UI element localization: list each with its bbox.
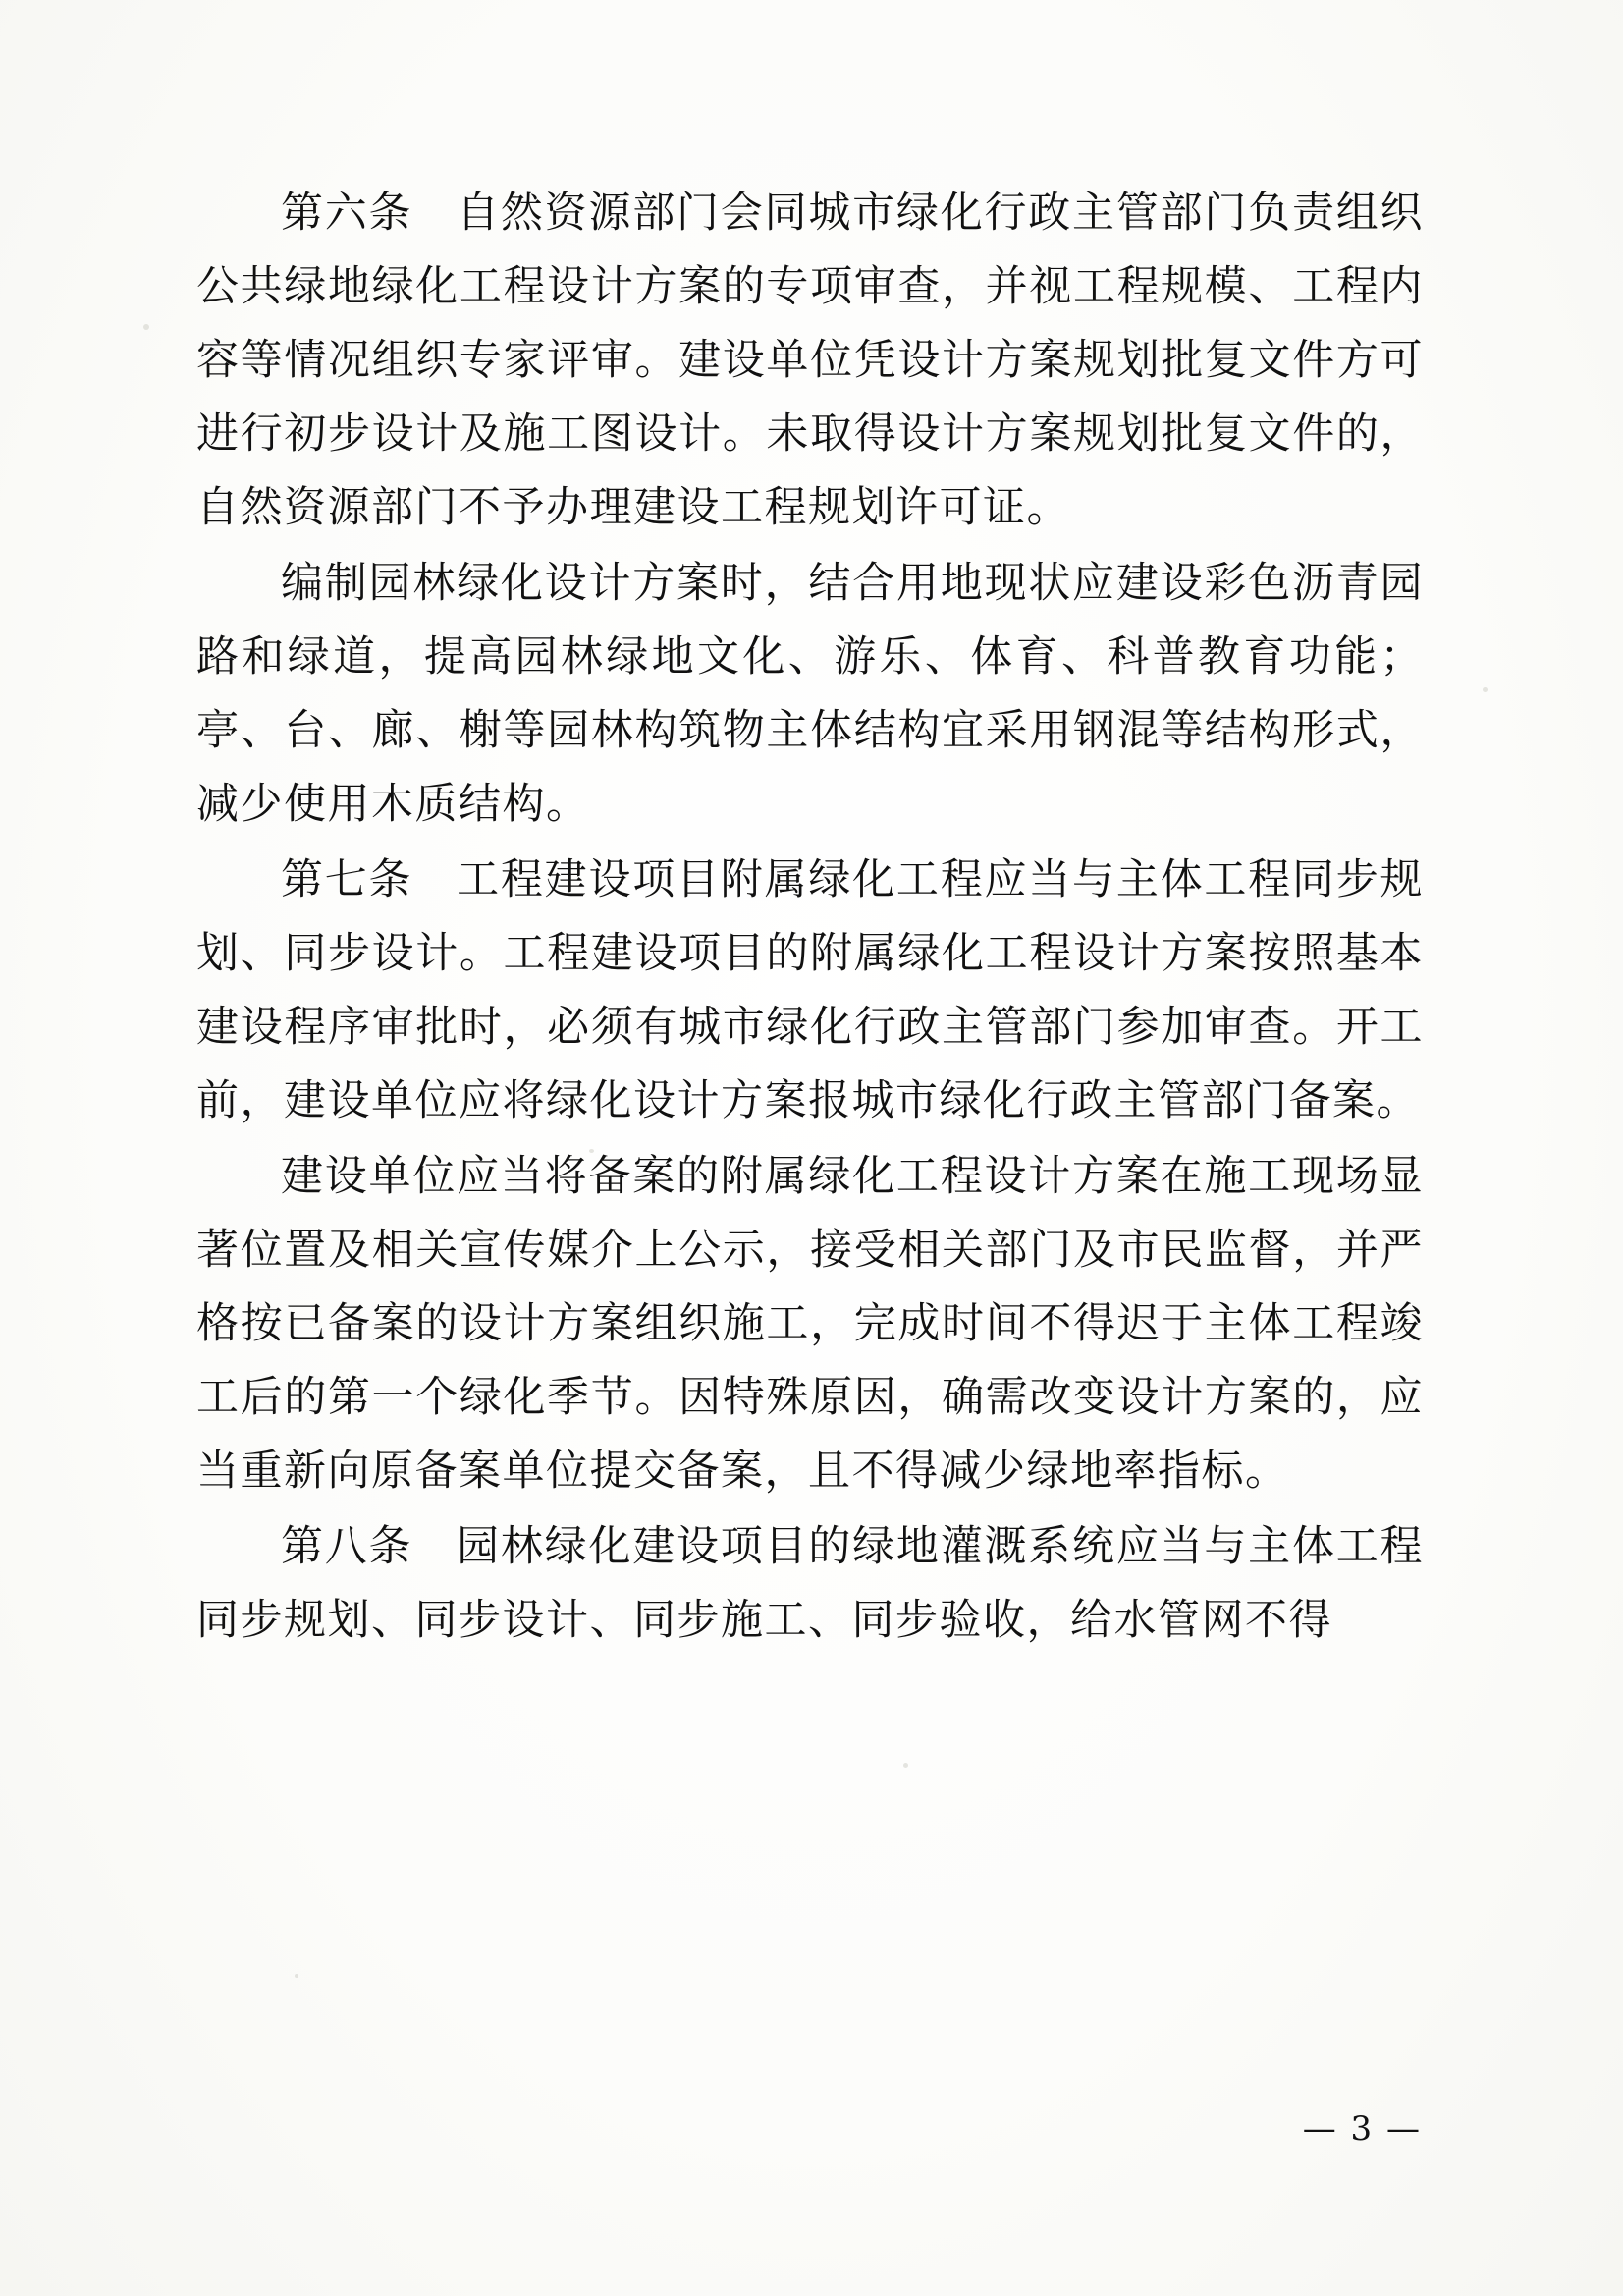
scan-speck — [295, 1974, 298, 1978]
paragraph-article-eight: 第八条 园林绿化建设项目的绿地灌溉系统应当与主体工程同步规划、同步设计、同步施工、同步验收，给水管网不得 — [196, 1522, 1424, 1645]
paragraph-article-seven: 第七条 工程建设项目附属绿化工程应当与主体工程同步规划、同步设计。工程建设项目的附属绿化工程设计方案按照基本建设程序审批时，必须有城市绿化行政主管部门参加审查。开工前，建设单位应将绿化设计方案报城市绿化行政主管部门备案。 — [196, 855, 1424, 1125]
paragraph-article-six: 第六条 自然资源部门会同城市绿化行政主管部门负责组织公共绿地绿化工程设计方案的专项审查，并视工程规模、工程内容等情况组织专家评审。建设单位凭设计方案规划批复文件方可进行初步设计及施工图设计。未取得设计方案规划批复文件的，自然资源部门不予办理建设工程规划许可证。 — [196, 189, 1424, 532]
scan-speck — [1483, 687, 1488, 692]
scan-speck — [903, 1763, 908, 1768]
document-body — [196, 177, 1424, 1660]
page-number: — 3 — — [1302, 2109, 1422, 2149]
scan-speck — [143, 324, 149, 330]
paragraph-design-scheme: 编制园林绿化设计方案时，结合用地现状应建设彩色沥青园路和绿道，提高园林绿地文化、游乐、体育、科普教育功能；亭、台、廊、榭等园林构筑物主体结构宜采用钢混等结构形式，减少使用木质结构。 — [196, 559, 1424, 829]
paragraph-construction-unit: 建设单位应当将备案的附属绿化工程设计方案在施工现场显著位置及相关宣传媒介上公示，接受相关部门及市民监督，并严格按已备案的设计方案组织施工，完成时间不得迟于主体工程竣工后的第一个绿化季节。因特殊原因，确需改变设计方案的，应当重新向原备案单位提交备案，且不得减少绿地率指标。 — [196, 1152, 1424, 1496]
